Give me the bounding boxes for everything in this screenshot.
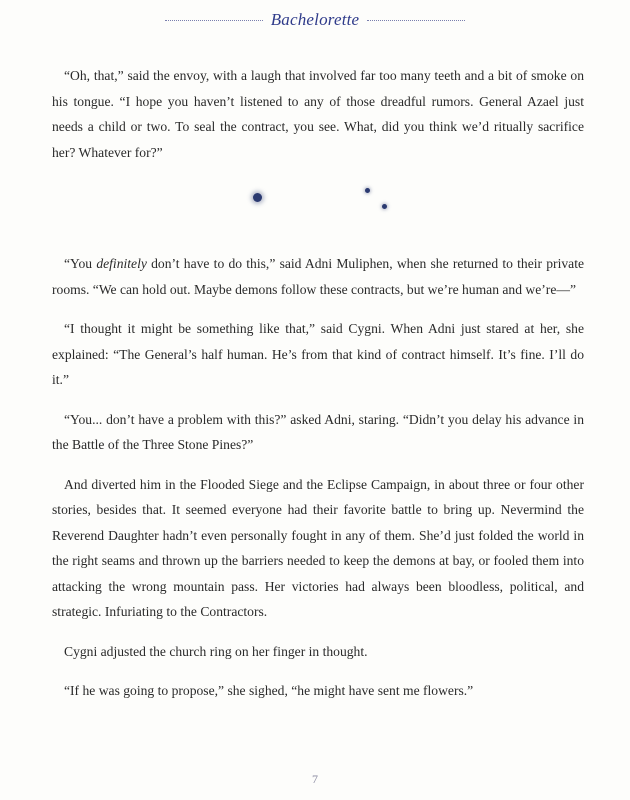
- paragraph: And diverted him in the Flooded Siege and the Eclipse Campaign, in about three or four other stories, besides that. It seemed everyone had their favorite battle to bring up. Nevermind the Reverend Daughter hadn’t even personally fought in any of them. She’d just folded the world in the right seams and thrown up the barriers needed to keep the demons at bay, or fooled them into attacking the wrong mountain pass. Her victories had always been bloodless, political, and strategic. Infuriating to the Contractors.: [52, 476, 584, 619]
- star-dot-icon: [365, 188, 370, 193]
- page-body: [52, 63, 584, 704]
- scene-break-ornament: [52, 177, 584, 237]
- paragraph-rest: don’t have to do this,” said Adni Muliphen, when she returned to their private rooms. “We can hold out. Maybe demons follow these contracts, but we’re human and we’re—”: [52, 256, 584, 297]
- header-rule-left: [165, 20, 263, 21]
- emphasis-text: definitely: [96, 256, 147, 271]
- paragraph: “Oh, that,” said the envoy, with a laugh that involved far too many teeth and a bit of smoke on his tongue. “I hope you haven’t listened to any of those dreadful rumors. General Azael just needs a child or two. To seal the contract, you see. What, did you think we’d ritually sacrifice her? Whatever for?”: [52, 68, 584, 160]
- page-number: 7: [312, 772, 318, 786]
- paragraph: “If he was going to propose,” she sighed, “he might have sent me flowers.”: [64, 683, 474, 698]
- running-header: [0, 6, 630, 34]
- paragraph: “You... don’t have a problem with this?” asked Adni, staring. “Didn’t you delay his advance in the Battle of the Three Stone Pines?”: [52, 411, 584, 452]
- star-dot-icon: [253, 193, 262, 202]
- star-dot-icon: [382, 204, 387, 209]
- paragraph: Cygni adjusted the church ring on her finger in thought.: [64, 643, 368, 659]
- paragraph: [52, 251, 584, 302]
- running-title: Bachelorette: [270, 10, 360, 29]
- paragraph-lead: “You: [64, 256, 97, 271]
- paragraph: “I thought it might be something like that,” said Cygni. When Adni just stared at her, she explained: “The General’s half human. He’s from that kind of contract himself. It’s fine. I’ll do it.”: [52, 321, 584, 387]
- header-rule-right: [367, 20, 465, 21]
